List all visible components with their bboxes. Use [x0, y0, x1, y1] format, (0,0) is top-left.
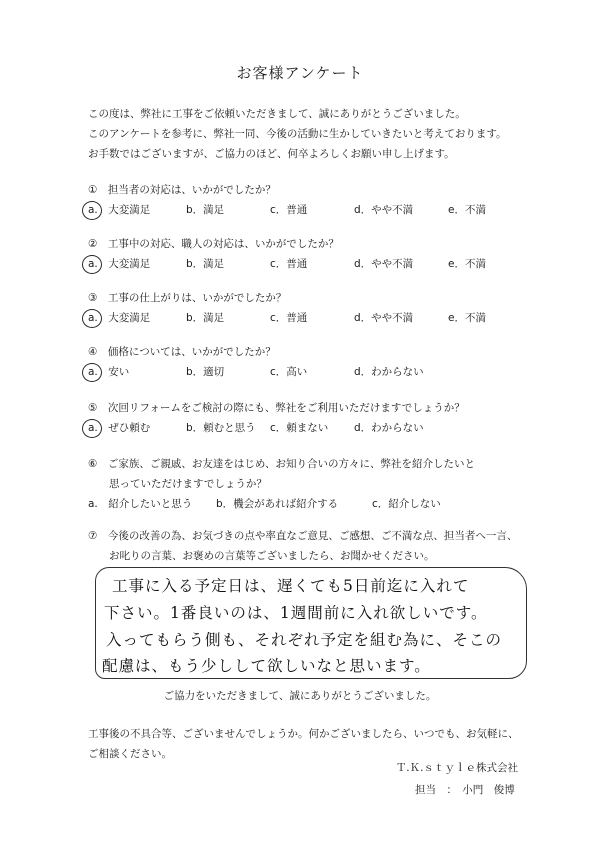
- handwritten-answer-box[interactable]: [95, 567, 527, 679]
- answer-options: [88, 308, 558, 328]
- intro-line: お手数ではございますが、ご協力のほど、何卒よろしくお願い申し上げます。: [88, 148, 455, 160]
- question-text: ② 工事中の対応、職人の対応は、いかがでしたか？: [88, 238, 339, 250]
- page-title: お客様アンケート: [236, 64, 364, 82]
- selected-circle: [82, 201, 102, 220]
- option-d[interactable]: d．やや不満: [354, 204, 414, 216]
- answer-options: [88, 418, 558, 438]
- option-a[interactable]: a. 紹介したいと思う: [88, 498, 193, 510]
- intro-line: このアンケートを参考に、弊社一同、今後の活動に生かしていきたいと考えております。: [88, 128, 507, 140]
- selected-circle: [82, 309, 102, 328]
- answer-options: [88, 254, 558, 274]
- handwritten-line: 工事に入る予定日は、遅くても5日前迄に入れて: [112, 577, 470, 595]
- option-c[interactable]: c．普通: [270, 258, 308, 270]
- question-text: ⑦ 今後の改善の為、お気づきの点や率直なご意見、ご感想、ご不満な点、担当者へ一言、 お叱りの言葉、お褒めの言葉等ございましたら、お聞かせください。: [88, 530, 518, 562]
- option-e[interactable]: e．不満: [448, 312, 486, 324]
- option-a[interactable]: a. 大変満足: [88, 308, 150, 328]
- option-d[interactable]: d．わからない: [354, 366, 424, 378]
- option-a[interactable]: a. ぜひ頼む: [88, 418, 150, 438]
- question-5: [88, 398, 558, 438]
- option-e[interactable]: e．不満: [448, 204, 486, 216]
- question-3: [88, 288, 558, 328]
- option-c[interactable]: c．普通: [270, 312, 308, 324]
- option-c[interactable]: c．頼まない: [270, 422, 329, 434]
- intro-line: この度は、弊社に工事をご依頼いただきまして、誠にありがとうございました。: [88, 108, 466, 120]
- thanks-message: ご協力をいただきまして、誠にありがとうございました。: [163, 690, 437, 702]
- closing-line: ご相談ください。: [88, 748, 172, 760]
- question-text: ① 担当者の対応は、いかがでしたか？: [88, 184, 276, 196]
- question-2: [88, 234, 558, 274]
- option-e[interactable]: e．不満: [448, 258, 486, 270]
- option-a[interactable]: a. 大変満足: [88, 200, 150, 220]
- option-c[interactable]: c．高い: [270, 366, 308, 378]
- question-7: [88, 526, 558, 566]
- selected-circle: [82, 363, 102, 382]
- option-d[interactable]: d．わからない: [354, 422, 424, 434]
- handwritten-line: 入ってもらう側も、それぞれ予定を組む為に、そこの: [106, 631, 503, 649]
- intro-text: [88, 104, 507, 164]
- option-b[interactable]: b．満足: [186, 312, 225, 324]
- closing-text: [88, 724, 519, 764]
- company-name: Ｔ.Ｋ.ｓｔｙｌｅ株式会社: [395, 762, 518, 774]
- option-b[interactable]: b．満足: [186, 204, 225, 216]
- contact-person: 担当 ： 小門 俊博: [415, 784, 515, 796]
- answer-options: [88, 362, 558, 382]
- question-1: [88, 180, 558, 220]
- option-c[interactable]: c．普通: [270, 204, 308, 216]
- question-6: [88, 454, 558, 514]
- option-c[interactable]: c．紹介しない: [372, 498, 441, 510]
- question-4: [88, 342, 558, 382]
- option-d[interactable]: d．やや不満: [354, 258, 414, 270]
- selected-circle: [82, 255, 102, 274]
- option-d[interactable]: d．やや不満: [354, 312, 414, 324]
- option-b[interactable]: b．機会があれば紹介する: [216, 498, 339, 510]
- question-text: ④ 価格については、いかがでしたか？: [88, 346, 276, 358]
- option-b[interactable]: b．頼むと思う: [186, 422, 256, 434]
- answer-options: [88, 494, 558, 514]
- option-b[interactable]: b．適切: [186, 366, 225, 378]
- selected-circle: [82, 419, 102, 438]
- handwritten-line: 下さい。1番良いのは、1週間前に入れ欲しいです。: [104, 604, 488, 622]
- option-a[interactable]: a. 安い: [88, 362, 129, 382]
- question-text: ⑤ 次回リフォームをご検討の際にも、弊社をご利用いただけますでしょうか？: [88, 402, 465, 414]
- question-text: ⑥ ご家族、ご親戚、お友達をはじめ、お知り合いの方々に、弊社を紹介したいと 思っていただけますでしょうか？: [88, 458, 475, 490]
- option-a[interactable]: a. 大変満足: [88, 254, 150, 274]
- closing-line: 工事後の不具合等、ございませんでしょうか。何かございましたら、いつでも、お気軽に、: [88, 728, 519, 740]
- option-b[interactable]: b．満足: [186, 258, 225, 270]
- answer-options: [88, 200, 558, 220]
- question-text: ③ 工事の仕上がりは、いかがでしたか？: [88, 292, 287, 304]
- handwritten-line: 配慮は、もう少しして欲しいなと思います。: [102, 657, 431, 675]
